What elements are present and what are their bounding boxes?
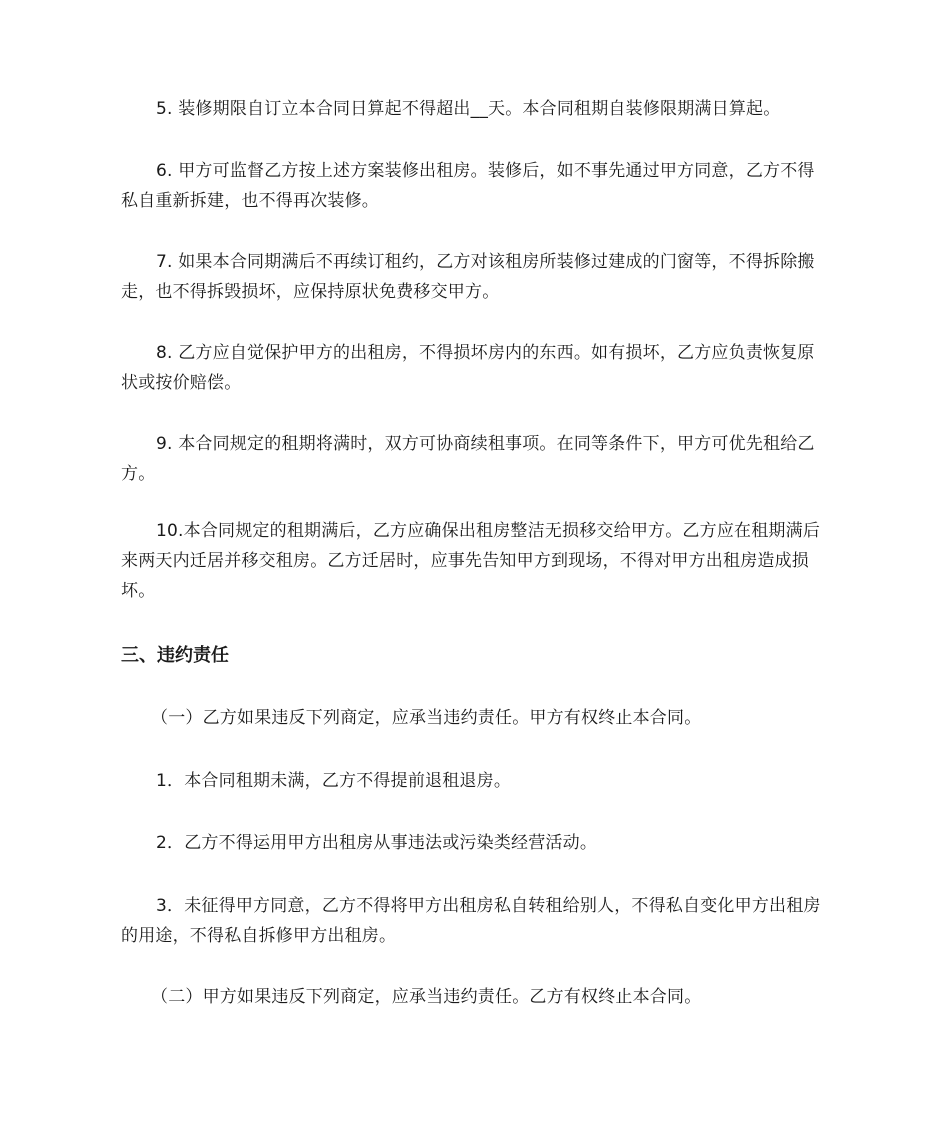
paragraph-6: 6. 甲方可监督乙方按上述方案装修出租房。装修后，如不事先通过甲方同意，乙方不得私自重新拆建，也不得再次装修。 (121, 161, 815, 211)
clause-item-3: 3．未征得甲方同意，乙方不得将甲方出租房私自转租给别人，不得私自变化甲方出租房的用途，不得私自拆修甲方出租房。 (121, 896, 821, 946)
clause-item-2: 2．乙方不得运用甲方出租房从事违法或污染类经营活动。 (156, 833, 598, 853)
clause-party-a-breach: （二）甲方如果违反下列商定，应承当违约责任。乙方有权终止本合同。 (151, 987, 702, 1007)
section-heading: 三、违约责任 (121, 645, 229, 666)
paragraph-9: 9. 本合同规定的租期将满时，双方可协商续租事项。在同等条件下，甲方可优先租给乙方。 (121, 434, 815, 484)
paragraph-8: 8. 乙方应自觉保护甲方的出租房，不得损坏房内的东西。如有损坏，乙方应负责恢复原状或按价赔偿。 (121, 343, 815, 393)
clause-item-1: 1．本合同租期未满，乙方不得提前退租退房。 (156, 771, 512, 791)
clause-party-b-breach: （一）乙方如果违反下列商定，应承当违约责任。甲方有权终止本合同。 (151, 708, 702, 728)
paragraph-7: 7. 如果本合同期满后不再续订租约，乙方对该租房所装修过建成的门窗等，不得拆除搬走，也不得拆毁损坏，应保持原状免费移交甲方。 (121, 252, 815, 302)
paragraph-10: 10.本合同规定的租期满后，乙方应确保出租房整洁无损移交给甲方。乙方应在租期满后来两天内迁居并移交租房。乙方迁居时，应事先告知甲方到现场，不得对甲方出租房造成损坏。 (121, 521, 821, 601)
paragraph-5: 5. 装修期限自订立本合同日算起不得超出__天。本合同租期自装修限期满日算起。 (156, 99, 781, 119)
